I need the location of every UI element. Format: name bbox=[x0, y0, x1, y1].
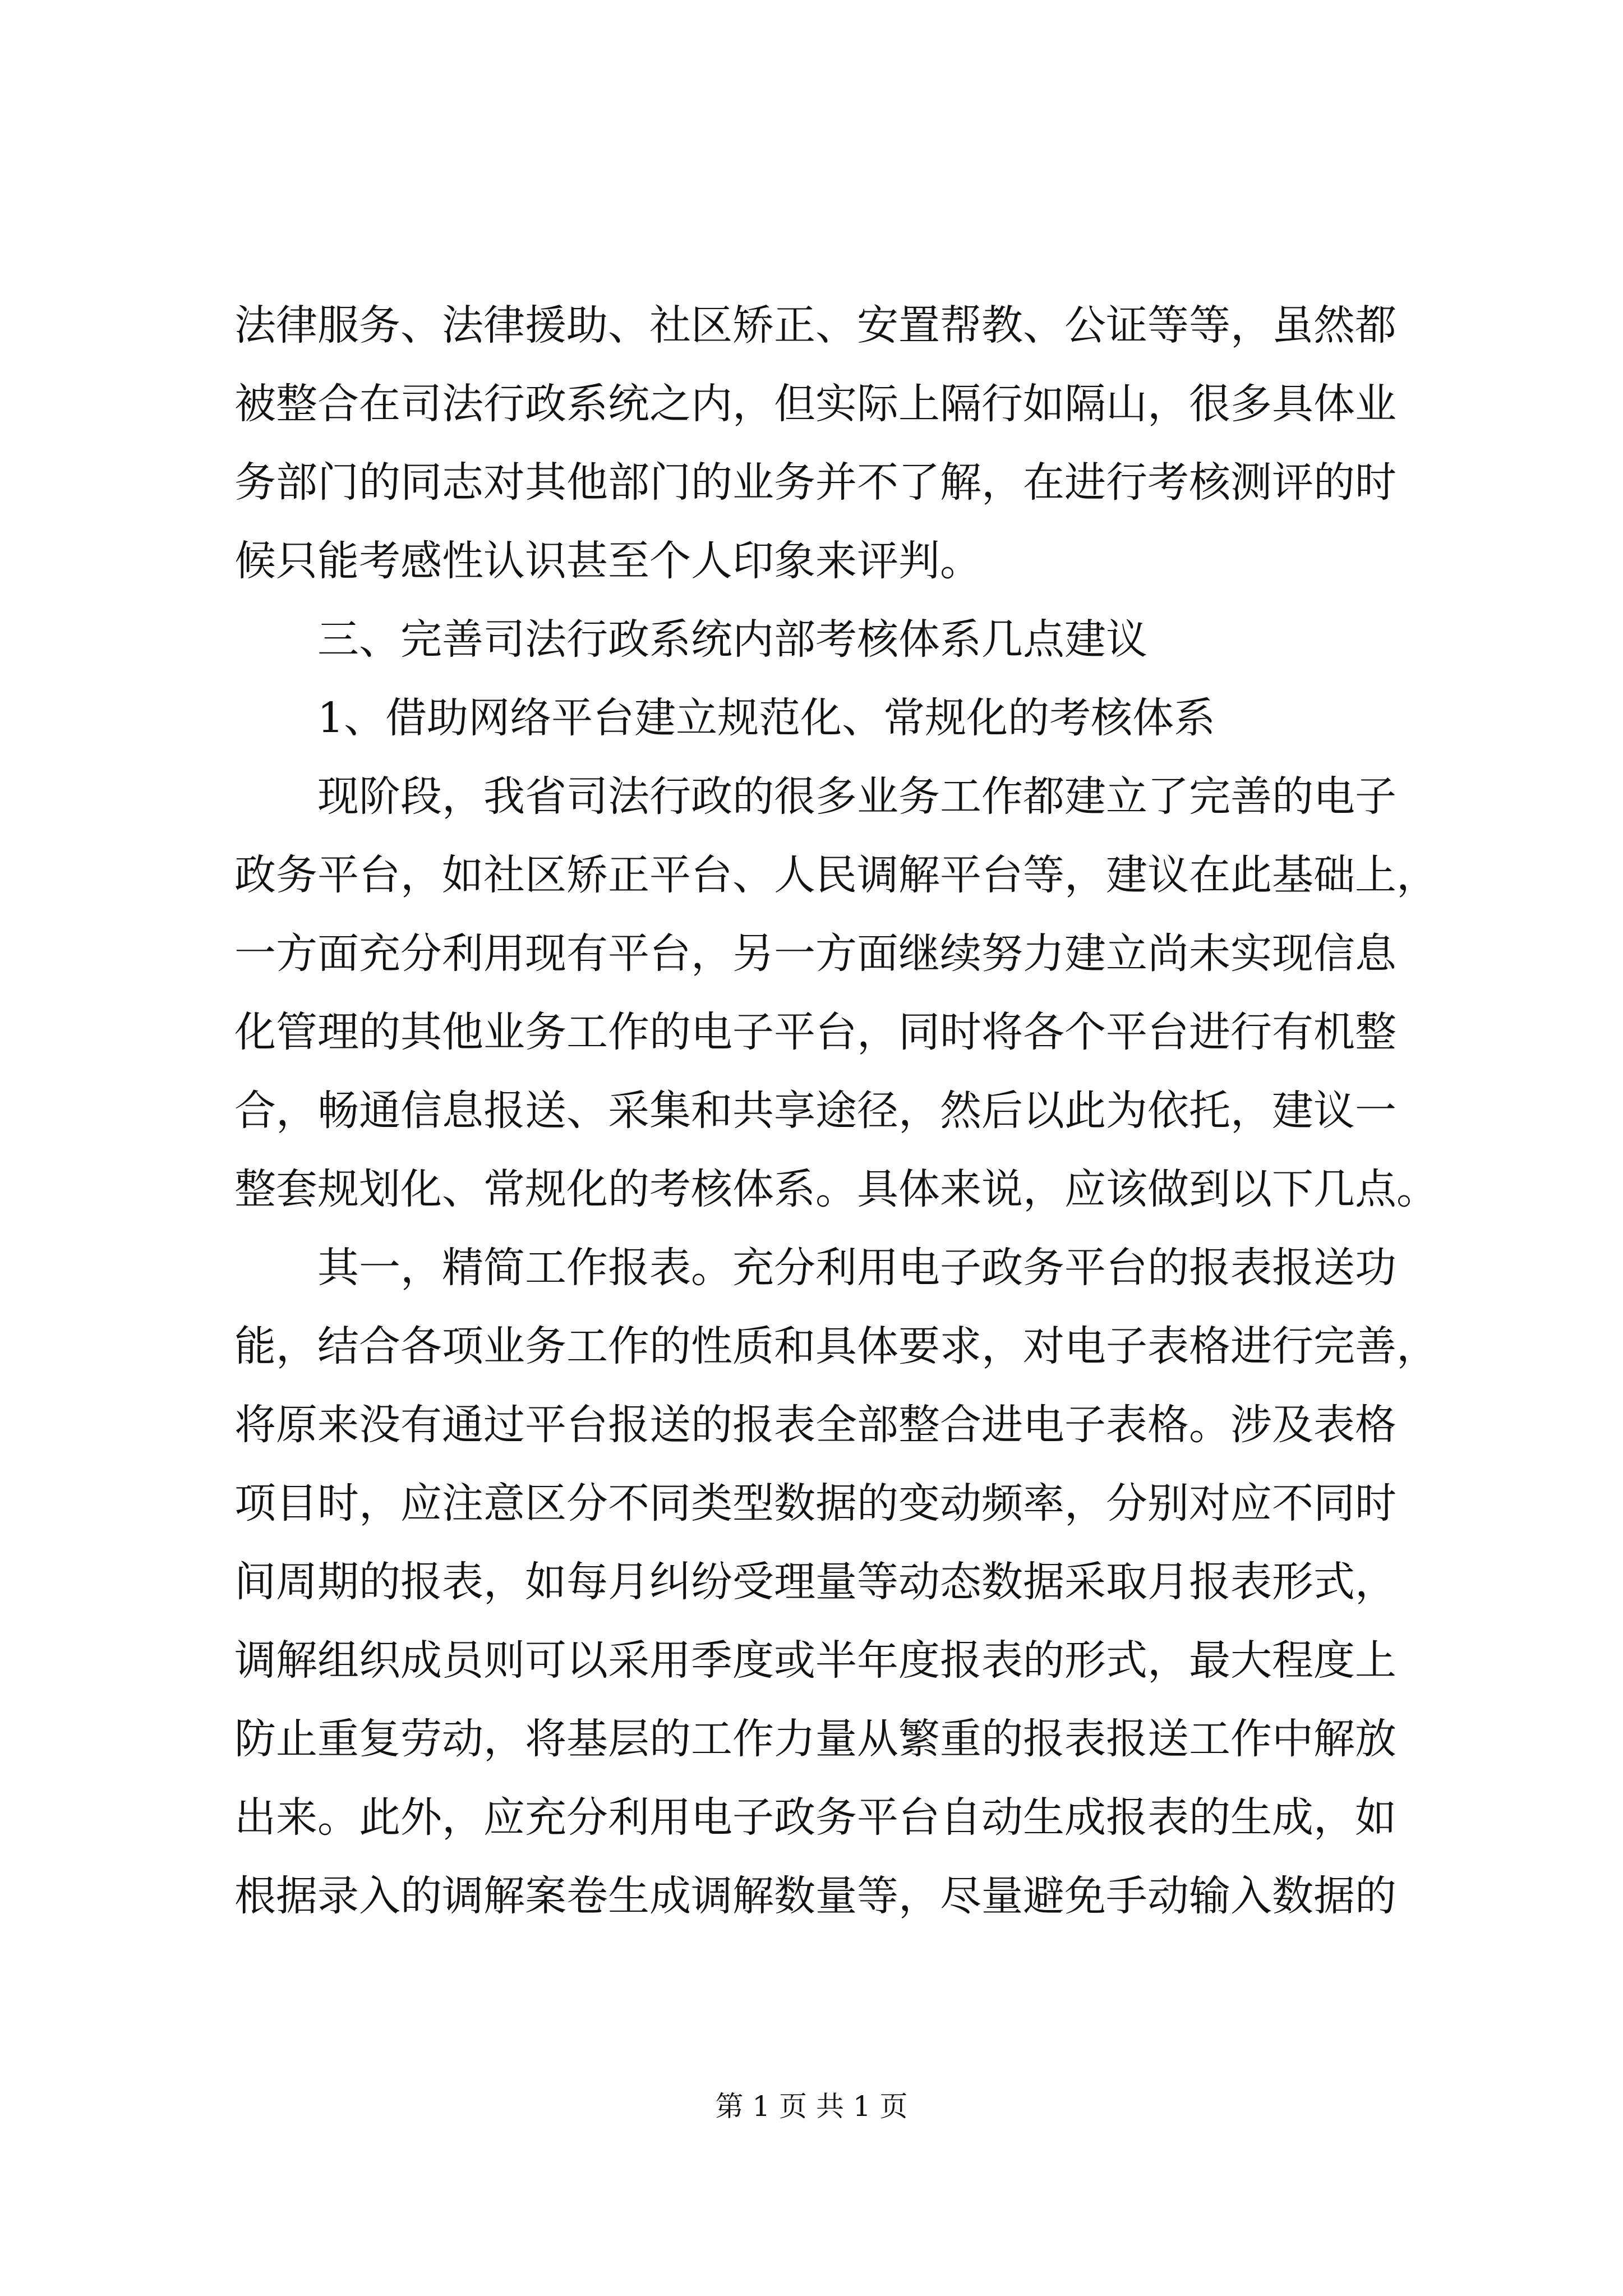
body-text bbox=[234, 286, 1438, 1935]
paragraph-line: 将原来没有通过平台报送的报表全部整合进电子表格。涉及表格 bbox=[234, 1401, 1396, 1449]
paragraph-line: 被整合在司法行政系统之内，但实际上隔行如隔山，很多具体业 bbox=[234, 380, 1396, 428]
paragraph-line: 现阶段，我省司法行政的很多业务工作都建立了完善的电子 bbox=[317, 772, 1396, 821]
paragraph-line: 整套规划化、常规化的考核体系。具体来说，应该做到以下几点。 bbox=[234, 1165, 1438, 1213]
paragraph-line: 能，结合各项业务工作的性质和具体要求，对电子表格进行完善， bbox=[234, 1322, 1438, 1370]
section-heading: 三、完善司法行政系统内部考核体系几点建议 bbox=[317, 615, 1147, 664]
paragraph-line: 出来。此外，应充分利用电子政务平台自动生成报表的生成，如 bbox=[234, 1793, 1396, 1842]
paragraph-line: 化管理的其他业务工作的电子平台，同时将各个平台进行有机整 bbox=[234, 1008, 1396, 1056]
paragraph-line: 间周期的报表，如每月纠纷受理量等动态数据采取月报表形式， bbox=[234, 1558, 1396, 1606]
paragraph-line: 调解组织成员则可以采用季度或半年度报表的形式，最大程度上 bbox=[234, 1636, 1396, 1685]
page-footer bbox=[0, 2087, 1623, 2126]
paragraph-line: 候只能考感性认识甚至个人印象来评判。 bbox=[234, 537, 981, 585]
subsection-heading: 1、借助网络平台建立规范化、常规化的考核体系 bbox=[317, 694, 1216, 742]
paragraph-line: 务部门的同志对其他部门的业务并不了解，在进行考核测评的时 bbox=[234, 458, 1396, 507]
paragraph-line: 法律服务、法律援助、社区矫正、安置帮教、公证等等，虽然都 bbox=[234, 301, 1396, 349]
paragraph-line: 其一，精简工作报表。充分利用电子政务平台的报表报送功 bbox=[317, 1244, 1396, 1292]
paragraph-line: 合，畅通信息报送、采集和共享途径，然后以此为依托，建议一 bbox=[234, 1087, 1396, 1135]
paragraph-line: 根据录入的调解案卷生成调解数量等，尽量避免手动输入数据的 bbox=[234, 1872, 1396, 1920]
page-number: 第 1 页 共 1 页 bbox=[715, 2090, 908, 2123]
paragraph-line: 政务平台，如社区矫正平台、人民调解平台等，建议在此基础上， bbox=[234, 851, 1438, 899]
paragraph-line: 防止重复劳动，将基层的工作力量从繁重的报表报送工作中解放 bbox=[234, 1715, 1396, 1763]
paragraph-line: 一方面充分利用现有平台，另一方面继续努力建立尚未实现信息 bbox=[234, 930, 1396, 978]
paragraph-line: 项目时，应注意区分不同类型数据的变动频率，分别对应不同时 bbox=[234, 1479, 1396, 1527]
